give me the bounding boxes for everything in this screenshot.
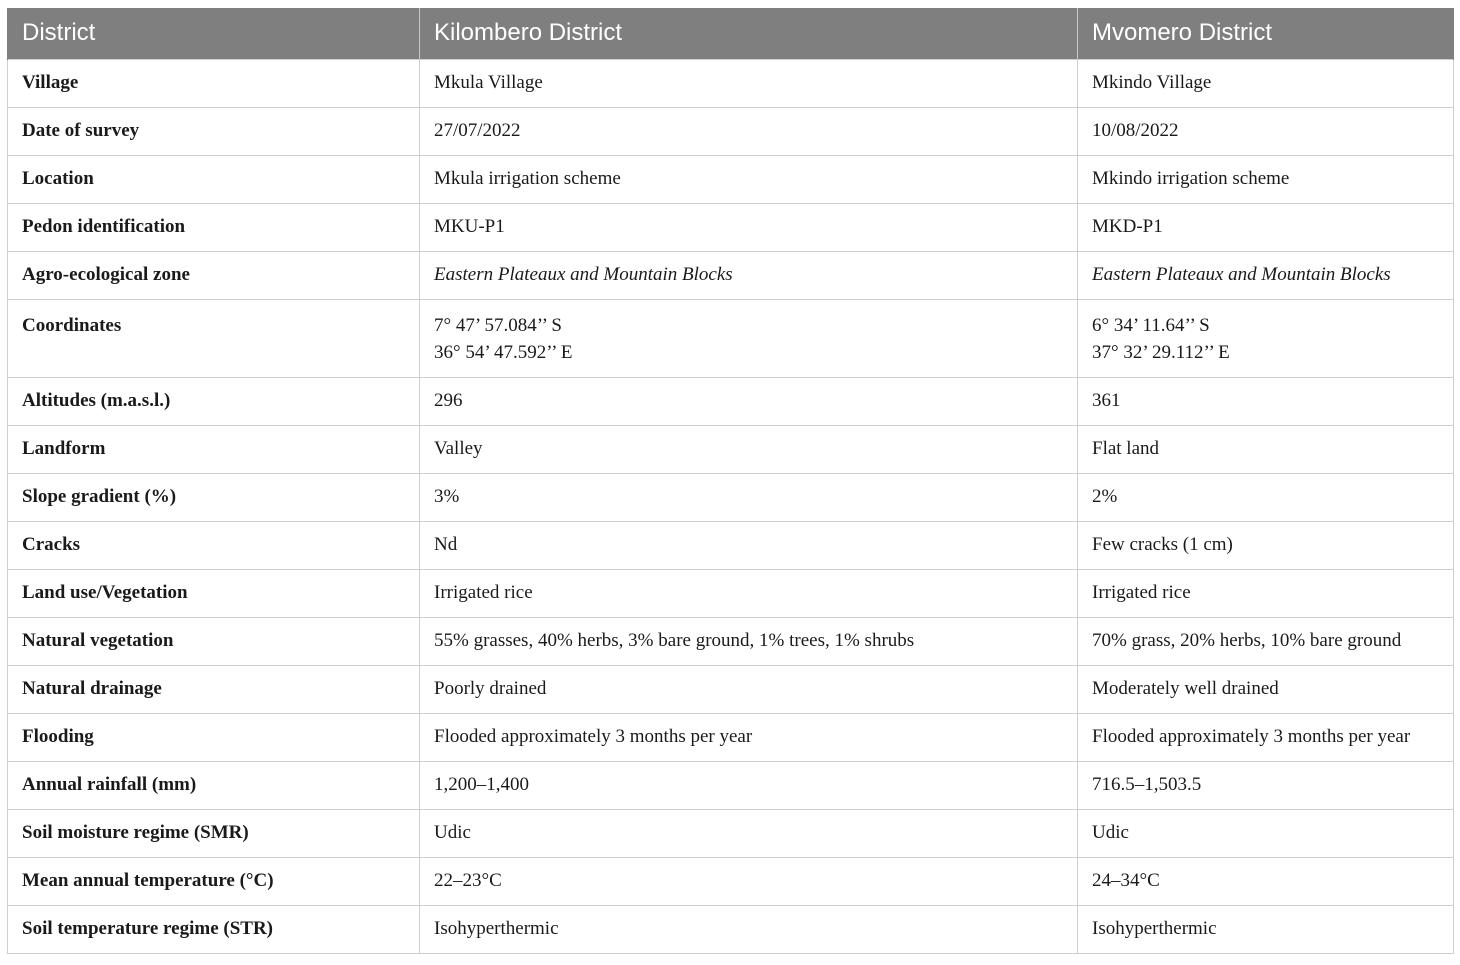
mvomero-value: 24–34°C <box>1078 857 1454 905</box>
row-label: Location <box>8 155 420 203</box>
row-label: Altitudes (m.a.s.l.) <box>8 377 420 425</box>
mvomero-value: Eastern Plateaux and Mountain Blocks <box>1078 251 1454 299</box>
mvomero-value: Few cracks (1 cm) <box>1078 521 1454 569</box>
table-row <box>8 713 1454 761</box>
mvomero-value: Mkindo irrigation scheme <box>1078 155 1454 203</box>
kilombero-value: Mkula irrigation scheme <box>420 155 1078 203</box>
kilombero-value: 1,200–1,400 <box>420 761 1078 809</box>
row-label: Village <box>8 59 420 107</box>
table-row <box>8 251 1454 299</box>
mvomero-value: 361 <box>1078 377 1454 425</box>
table-header <box>8 8 1454 59</box>
mvomero-value: 70% grass, 20% herbs, 10% bare ground <box>1078 617 1454 665</box>
mvomero-latitude: 6° 34’ 11.64’’ S <box>1092 314 1210 336</box>
mvomero-value: 2% <box>1078 473 1454 521</box>
mvomero-value: Udic <box>1078 809 1454 857</box>
header-mvomero: Mvomero District <box>1078 8 1454 59</box>
mvomero-value: 10/08/2022 <box>1078 107 1454 155</box>
row-label: Slope gradient (%) <box>8 473 420 521</box>
table-row <box>8 59 1454 107</box>
table-row <box>8 473 1454 521</box>
table-row <box>8 569 1454 617</box>
mvomero-value: Mkindo Village <box>1078 59 1454 107</box>
mvomero-value: 716.5–1,503.5 <box>1078 761 1454 809</box>
kilombero-value: Valley <box>420 425 1078 473</box>
row-label: Soil temperature regime (STR) <box>8 905 420 953</box>
kilombero-value: Nd <box>420 521 1078 569</box>
row-label: Soil moisture regime (SMR) <box>8 809 420 857</box>
row-label: Cracks <box>8 521 420 569</box>
kilombero-value: 296 <box>420 377 1078 425</box>
table-row <box>8 761 1454 809</box>
table-row <box>8 809 1454 857</box>
kilombero-value: Irrigated rice <box>420 569 1078 617</box>
mvomero-value: Flooded approximately 3 months per year <box>1078 713 1454 761</box>
kilombero-value: Mkula Village <box>420 59 1078 107</box>
table-row <box>8 617 1454 665</box>
kilombero-value: MKU-P1 <box>420 203 1078 251</box>
row-label: Annual rainfall (mm) <box>8 761 420 809</box>
kilombero-value: 27/07/2022 <box>420 107 1078 155</box>
row-label: Land use/Vegetation <box>8 569 420 617</box>
kilombero-value: 22–23°C <box>420 857 1078 905</box>
mvomero-value: Moderately well drained <box>1078 665 1454 713</box>
header-district: District <box>8 8 420 59</box>
table-row <box>8 155 1454 203</box>
table-row <box>8 299 1454 377</box>
mvomero-value: MKD-P1 <box>1078 203 1454 251</box>
table-row <box>8 905 1454 953</box>
row-label: Landform <box>8 425 420 473</box>
row-label: Natural vegetation <box>8 617 420 665</box>
kilombero-coordinates <box>420 299 1078 377</box>
mvomero-value: Isohyperthermic <box>1078 905 1454 953</box>
row-label: Agro-ecological zone <box>8 251 420 299</box>
row-label: Natural drainage <box>8 665 420 713</box>
row-label: Coordinates <box>8 299 420 377</box>
table-row <box>8 521 1454 569</box>
header-row <box>8 8 1454 59</box>
kilombero-longitude: 36° 54’ 47.592’’ E <box>434 341 573 363</box>
row-label: Date of survey <box>8 107 420 155</box>
kilombero-value: Eastern Plateaux and Mountain Blocks <box>420 251 1078 299</box>
kilombero-value: Poorly drained <box>420 665 1078 713</box>
table-row <box>8 203 1454 251</box>
kilombero-value: Udic <box>420 809 1078 857</box>
table-row <box>8 425 1454 473</box>
kilombero-value: 55% grasses, 40% herbs, 3% bare ground, 1% trees, 1% shrubs <box>420 617 1078 665</box>
table-body <box>8 59 1454 953</box>
kilombero-latitude: 7° 47’ 57.084’’ S <box>434 314 562 336</box>
kilombero-value: Flooded approximately 3 months per year <box>420 713 1078 761</box>
mvomero-longitude: 37° 32’ 29.112’’ E <box>1092 341 1230 363</box>
row-label: Pedon identification <box>8 203 420 251</box>
table-row <box>8 665 1454 713</box>
site-description-table <box>7 8 1454 954</box>
kilombero-value: Isohyperthermic <box>420 905 1078 953</box>
site-description-table-container <box>7 8 1453 954</box>
mvomero-value: Flat land <box>1078 425 1454 473</box>
table-row <box>8 857 1454 905</box>
row-label: Mean annual temperature (°C) <box>8 857 420 905</box>
mvomero-value: Irrigated rice <box>1078 569 1454 617</box>
table-row <box>8 107 1454 155</box>
row-label: Flooding <box>8 713 420 761</box>
header-kilombero: Kilombero District <box>420 8 1078 59</box>
mvomero-coordinates <box>1078 299 1454 377</box>
table-row <box>8 377 1454 425</box>
kilombero-value: 3% <box>420 473 1078 521</box>
